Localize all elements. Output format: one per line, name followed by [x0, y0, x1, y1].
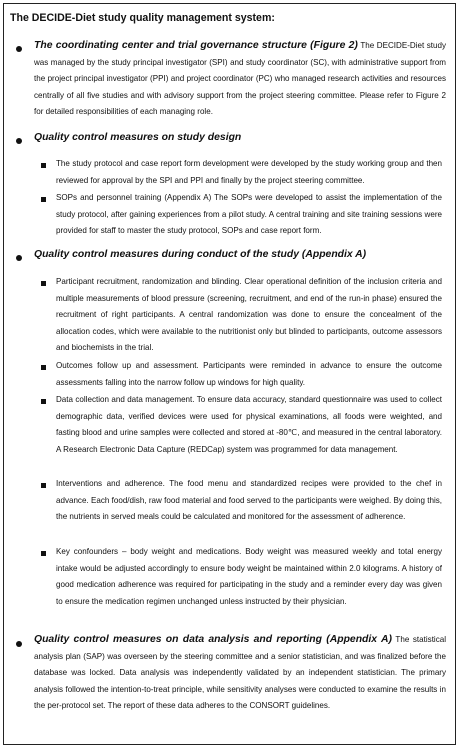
- document-title: The DECIDE-Diet study quality management system:: [10, 12, 275, 24]
- section-1-bullet: [16, 46, 22, 52]
- section-3-heading: Quality control measures during conduct of the study (Appendix A): [34, 249, 367, 260]
- section-3-bullet: [16, 255, 22, 261]
- section-3-item-1-bullet: [41, 281, 46, 286]
- section-3-item-3: Data collection and data management. To ensure data accuracy, standard questionnaire was used to collect demographic data, verified devices were used for physical examinations, all foods were weighted, and fasting blood and urine samples were collected and stored at -80℃, and measured in the central laboratory. A Research Electronic Data Capture (REDCap) system was programmed for data management.: [56, 395, 442, 454]
- section-3-item-5: Key confounders – body weight and medications. Body weight was measured weekly and total energy intake would be adjusted accordingly to ensure body weight be maintained within 2.0 kilograms. A history of good medication adherence was required for participating in the study and a reminder every day was given to ensure the medication regimen unchanged unless instructed by their physician.: [56, 547, 442, 606]
- section-4-bullet: [16, 641, 22, 647]
- section-1-paragraph: [34, 38, 446, 121]
- section-2-heading: Quality control measures on study design: [34, 132, 242, 143]
- section-4-heading: Quality control measures on data analysis and reporting (Appendix A): [34, 634, 392, 645]
- section-1-text: The DECIDE-Diet study was managed by the study principal investigator (SPI) and study coordinator (SC), with administrative support from the project principal investigator (PPI) and project coordinator (PC) who managed research activities and resources centrally of all five studies and with advisory support from the project steering committee. Please refer to Figure 2 for detailed responsibilities of each managing role.: [34, 41, 447, 117]
- section-2-bullet: [16, 138, 22, 144]
- section-3-item-4: Interventions and adherence. The food menu and standardized recipes were provided to the chef in advance. Each food/dish, raw food material and food served to the participants were weighed. By doing this, the nutrients in served meals could be calculated and monitored for the assessment of adherence.: [56, 479, 442, 522]
- section-4-text: The statistical analysis plan (SAP) was overseen by the steering committee and a senior statistician, and was finalized before the database was locked. Data analysis was independently validated by an independent statistician. The primary analysis followed the intention-to-treat principle, while sensitivity analyses were conducted to examine the results in the per-protocol set. The report of these data adheres to the CONSORT guidelines.: [34, 635, 446, 711]
- section-3-item-2: Outcomes follow up and assessment. Participants were reminded in advance to ensure the outcome assessments falling into the narrow follow up windows for high quality.: [56, 361, 442, 387]
- section-2-item-1-bullet: [41, 163, 46, 168]
- section-3-item-5-bullet: [41, 551, 46, 556]
- section-4-paragraph: [34, 632, 446, 715]
- section-3-item-3-bullet: [41, 399, 46, 404]
- section-3-item-1: Participant recruitment, randomization and blinding. Clear operational definition of the inclusion criteria and multiple measurements of blood pressure (screening, recruitment, and end of the run-in phase) ensured the recruitment of right participants. A central randomization was done to ensure the concealment of the allocation codes, which were available to the nutritionist only but blinded to participants, outcome assessors and biochemists in the trial.: [56, 277, 442, 353]
- section-3-item-2-bullet: [41, 365, 46, 370]
- section-2-item-2-bullet: [41, 197, 46, 202]
- section-2-item-2: SOPs and personnel training (Appendix A) The SOPs were developed to assist the implementation of the study protocol, after gaining experiences from a pilot study. A central training and site training sessions were provided for staff to master the study protocol, SOPs and case report form.: [56, 193, 442, 236]
- section-2-item-1: The study protocol and case report form development were developed by the study working group and then reviewed for approval by the SPI and PPI and finally by the project steering committee.: [56, 159, 442, 185]
- section-1-heading: The coordinating center and trial governance structure (Figure 2): [34, 40, 358, 51]
- section-3-item-4-bullet: [41, 483, 46, 488]
